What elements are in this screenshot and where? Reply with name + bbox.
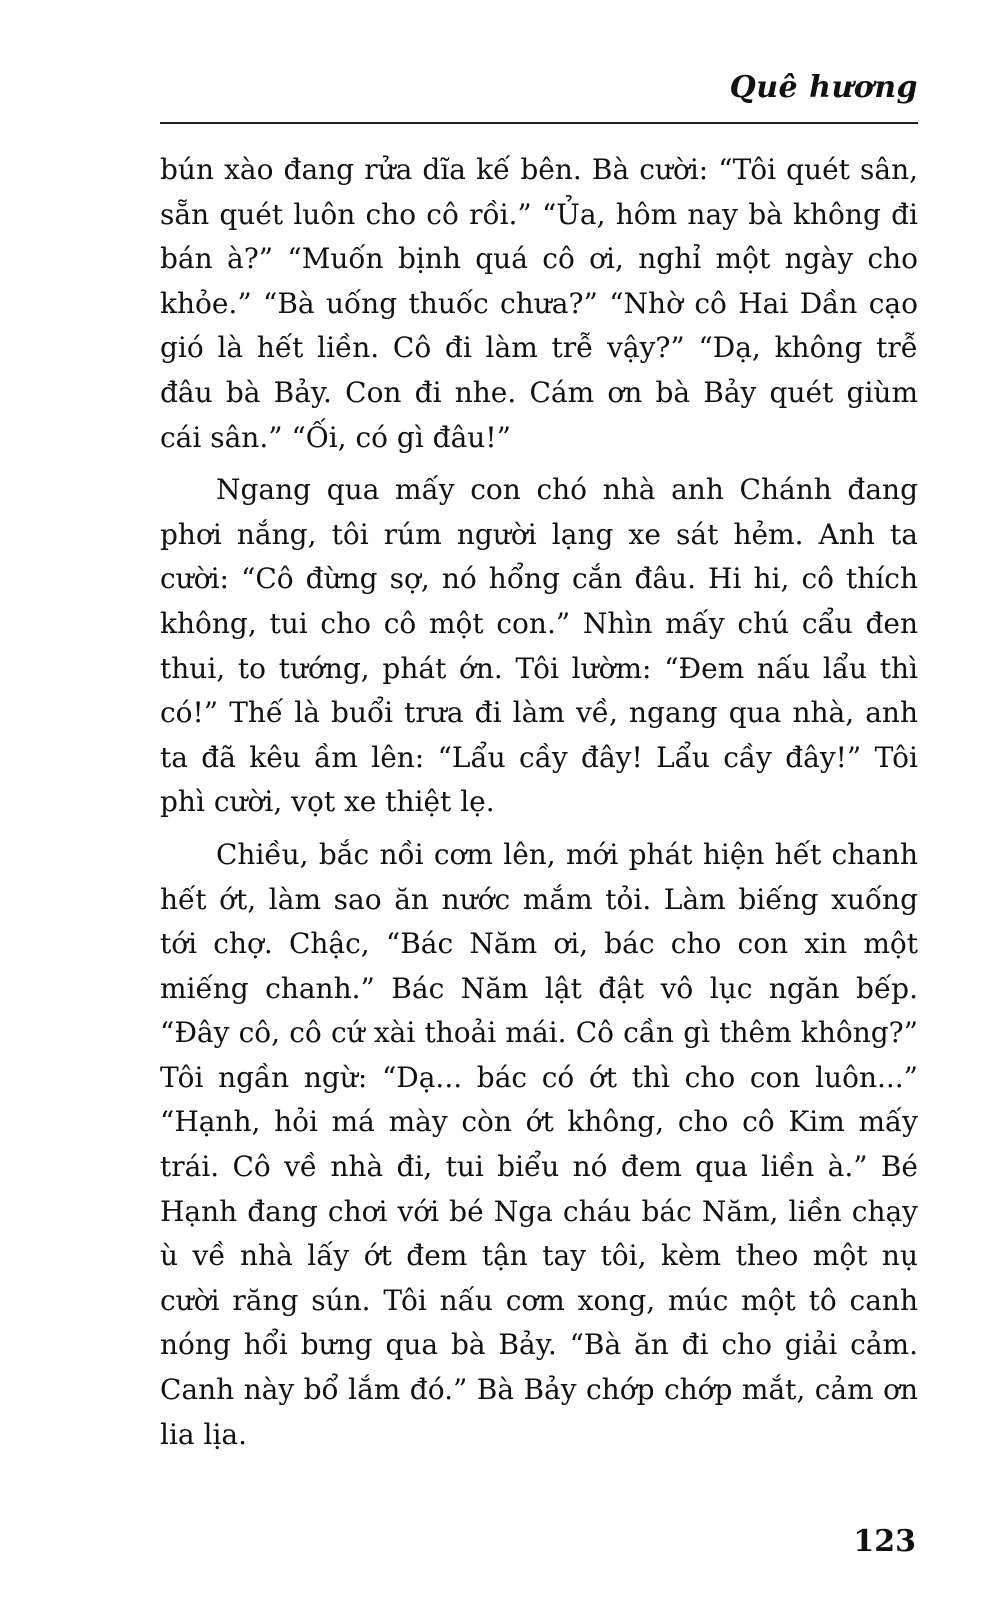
paragraph-1: bún xào đang rửa dĩa kế bên. Bà cười: “Tôi quét sân, sẵn quét luôn cho cô rồi.” “Ủa, hôm nay bà không đi bán à?” “Muốn bịnh quá cô ơi, nghỉ một ngày cho khỏe.” “Bà uống thuốc chưa?” “Nhờ cô Hai Dần cạo gió là hết liền. Cô đi làm trễ vậy?” “Dạ, không trễ đâu bà Bảy. Con đi nhe. Cám ơn bà Bảy quét giùm cái sân.” “Ối, có gì đâu!” [160,153,918,454]
body-text [160,148,918,1465]
page-number: 123 [853,1524,916,1559]
paragraph-3: Chiều, bắc nồi cơm lên, mới phát hiện hết chanh hết ớt, làm sao ăn nước mắm tỏi. Làm biếng xuống tới chợ. Chậc, “Bác Năm ơi, bác cho con xin một miếng chanh.” Bác Năm lật đật vô lục ngăn bếp. “Đây cô, cô cứ xài thoải mái. Cô cần gì thêm không?” Tôi ngần ngừ: “Dạ... bác có ớt thì cho con luôn...” “Hạnh, hỏi má mày còn ớt không, cho cô Kim mấy trái. Cô về nhà đi, tui biểu nó đem qua liền à.” Bé Hạnh đang chơi với bé Nga cháu bác Năm, liền chạy ù về nhà lấy ớt đem tận tay tôi, kèm theo một nụ cười răng sún. Tôi nấu cơm xong, múc một tô canh nóng hổi bưng qua bà Bảy. “Bà ăn đi cho giải cảm. Canh này bổ lắm đó.” Bà Bảy chớp chớp mắt, cảm ơn lia lịa. [160,837,918,1451]
running-header-title: Quê hương [729,70,918,105]
running-header [160,64,918,124]
paragraph-2: Ngang qua mấy con chó nhà anh Chánh đang phơi nắng, tôi rúm người lạng xe sát hẻm. Anh ta cười: “Cô đừng sợ, nó hổng cắn đâu. Hi hi, cô thích không, tui cho cô một con.” Nhìn mấy chú cẩu đen thui, to tướng, phát ớn. Tôi lườm: “Đem nấu lẩu thì có!” Thế là buổi trưa đi làm về, ngang qua nhà, anh ta đã kêu ầm lên: “Lẩu cầy đây! Lẩu cầy đây!” Tôi phì cười, vọt xe thiệt lẹ. [160,473,918,819]
